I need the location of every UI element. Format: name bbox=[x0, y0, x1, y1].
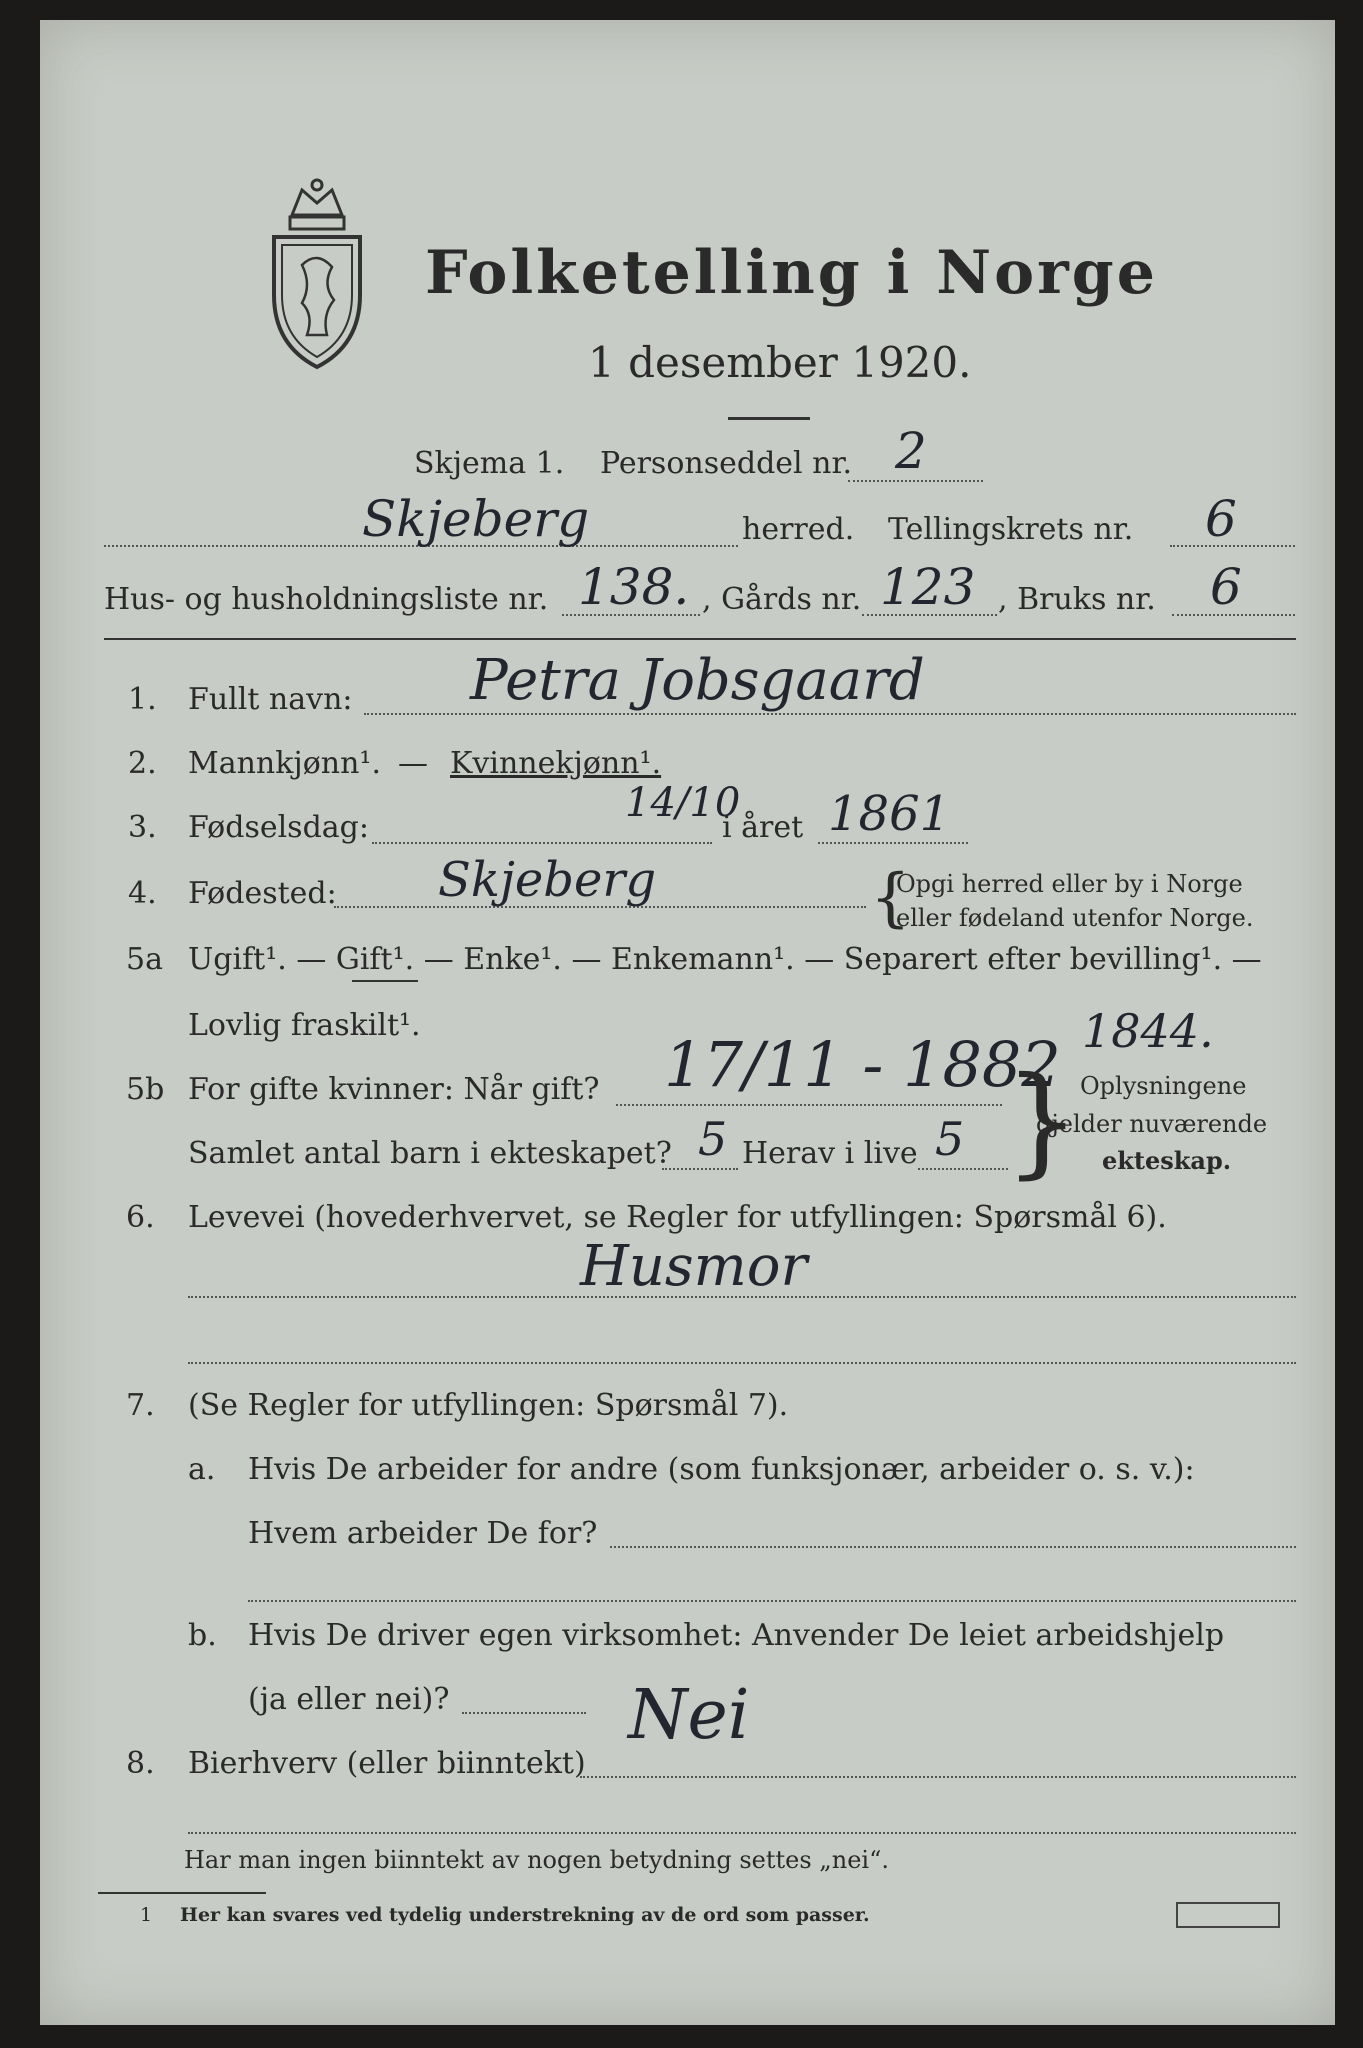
q3-year-line bbox=[818, 842, 968, 844]
personseddel-label: Personseddel nr. bbox=[600, 446, 853, 481]
q6-value[interactable]: Husmor bbox=[580, 1234, 808, 1299]
q4-note-line1: Opgi herred eller by i Norge bbox=[896, 870, 1243, 898]
form-date: 1 desember 1920. bbox=[588, 338, 972, 387]
title-divider bbox=[728, 417, 810, 420]
q5b-extra-value[interactable]: 1844. bbox=[1082, 1004, 1214, 1058]
herred-label: herred. bbox=[742, 512, 855, 547]
q7a-line1 bbox=[610, 1546, 1296, 1548]
municipality-value[interactable]: Skjeberg bbox=[362, 490, 590, 548]
q8-value[interactable]: Nei bbox=[628, 1676, 750, 1755]
coat-of-arms-icon bbox=[262, 175, 372, 375]
q7a-label: Hvis De arbeider for andre (som funksjonær, arbeider o. s. v.): bbox=[248, 1452, 1195, 1487]
q5a-options-line2[interactable]: Lovlig fraskilt¹. bbox=[188, 1008, 421, 1043]
husholdning-value[interactable]: 138. bbox=[578, 558, 690, 616]
tellingskrets-label: Tellingskrets nr. bbox=[888, 512, 1134, 547]
header-divider bbox=[104, 638, 1296, 640]
q7a-letter: a. bbox=[188, 1452, 216, 1487]
q5b-number: 5b bbox=[126, 1072, 165, 1107]
q8-note: Har man ingen biinntekt av nogen betydning settes „nei“. bbox=[184, 1846, 889, 1874]
q7a-line2 bbox=[248, 1600, 1296, 1602]
gards-value[interactable]: 123 bbox=[880, 558, 976, 616]
q3-label: Fødselsdag: bbox=[188, 810, 369, 845]
q5b-brace: } bbox=[1004, 1052, 1081, 1191]
q5b-value[interactable]: 17/11 - 1882 bbox=[664, 1028, 1061, 1101]
form-title: Folketelling i Norge bbox=[425, 238, 1158, 308]
q1-number: 1. bbox=[128, 682, 157, 717]
q7b-label: Hvis De driver egen virksomhet: Anvender De leiet arbeidshjelp bbox=[248, 1618, 1225, 1653]
q5a-number: 5a bbox=[126, 942, 163, 977]
q5b-label: For gifte kvinner: Når gift? bbox=[188, 1072, 600, 1107]
q5b-alive-line bbox=[918, 1168, 1008, 1170]
q1-line bbox=[364, 713, 1296, 715]
q5b-alive-label: Herav i live bbox=[742, 1136, 918, 1171]
q3-number: 3. bbox=[128, 810, 157, 845]
q3-year-value[interactable]: 1861 bbox=[828, 786, 951, 842]
q4-label: Fødested: bbox=[188, 876, 337, 911]
q7-number: 7. bbox=[126, 1388, 155, 1423]
q7-label: (Se Regler for utfyllingen: Spørsmål 7). bbox=[188, 1388, 789, 1423]
q2-male-option[interactable]: Mannkjønn¹. bbox=[188, 746, 381, 781]
q6-line2 bbox=[188, 1362, 1296, 1364]
q4-note-line2: eller fødeland utenfor Norge. bbox=[896, 904, 1254, 932]
q7a-sub-label: Hvem arbeider De for? bbox=[248, 1516, 598, 1551]
q6-label: Levevei (hovederhvervet, se Regler for utfyllingen: Spørsmål 6). bbox=[188, 1200, 1167, 1235]
q5b-alive-value[interactable]: 5 bbox=[935, 1112, 965, 1166]
q5b-line bbox=[616, 1104, 1002, 1106]
tellingskrets-value[interactable]: 6 bbox=[1205, 490, 1237, 548]
footnote-divider bbox=[98, 1892, 266, 1894]
q2-female-option[interactable]: Kvinnekjønn¹. bbox=[450, 746, 662, 781]
personseddel-value[interactable]: 2 bbox=[895, 422, 927, 480]
gards-label: , Gårds nr. bbox=[702, 582, 862, 617]
q5b-children-line bbox=[662, 1168, 738, 1170]
q4-brace: { bbox=[870, 861, 911, 935]
husholdning-label: Hus- og husholdningsliste nr. bbox=[104, 582, 549, 617]
q5b-children-label: Samlet antal barn i ekteskapet? bbox=[188, 1136, 672, 1171]
bruks-value[interactable]: 6 bbox=[1210, 558, 1242, 616]
q1-label: Fullt navn: bbox=[188, 682, 353, 717]
q4-number: 4. bbox=[128, 876, 157, 911]
bruks-label: , Bruks nr. bbox=[998, 582, 1156, 617]
footnote-mark: 1 bbox=[140, 1904, 153, 1926]
q8-line2 bbox=[188, 1832, 1296, 1834]
q8-line1 bbox=[580, 1776, 1296, 1778]
footnote-text: Her kan svares ved tydelig understrekning av de ord som passer. bbox=[180, 1904, 870, 1926]
q5b-children-value[interactable]: 5 bbox=[698, 1112, 728, 1166]
personseddel-line bbox=[848, 480, 983, 482]
q2-separator: — bbox=[398, 746, 428, 781]
q3-line bbox=[372, 842, 712, 844]
q6-line1 bbox=[188, 1296, 1296, 1298]
q8-number: 8. bbox=[126, 1746, 155, 1781]
printer-stamp bbox=[1176, 1902, 1280, 1928]
q5b-note-line2: gjelder nuværende bbox=[1036, 1110, 1268, 1138]
q1-value[interactable]: Petra Jobsgaard bbox=[470, 648, 925, 713]
q7b-letter: b. bbox=[188, 1618, 217, 1653]
q5b-note-line3: ekteskap. bbox=[1102, 1146, 1232, 1175]
q4-value[interactable]: Skjeberg bbox=[438, 852, 657, 908]
q7b-sub-label: (ja eller nei)? bbox=[248, 1682, 450, 1717]
q7b-line bbox=[462, 1712, 586, 1714]
q2-number: 2. bbox=[128, 746, 157, 781]
q6-number: 6. bbox=[126, 1200, 155, 1235]
q5b-note-line1: Oplysningene bbox=[1080, 1072, 1247, 1100]
q5a-gift-underline bbox=[352, 980, 418, 982]
q8-label: Bierhverv (eller biinntekt) bbox=[188, 1746, 586, 1781]
q3-year-label: i året bbox=[722, 810, 804, 845]
skjema-label: Skjema 1. bbox=[414, 446, 565, 481]
q3-value[interactable]: 14/10 bbox=[625, 780, 741, 826]
q5a-options[interactable]: Ugift¹. — Gift¹. — Enke¹. — Enkemann¹. — Separert efter bevilling¹. — bbox=[188, 942, 1262, 977]
